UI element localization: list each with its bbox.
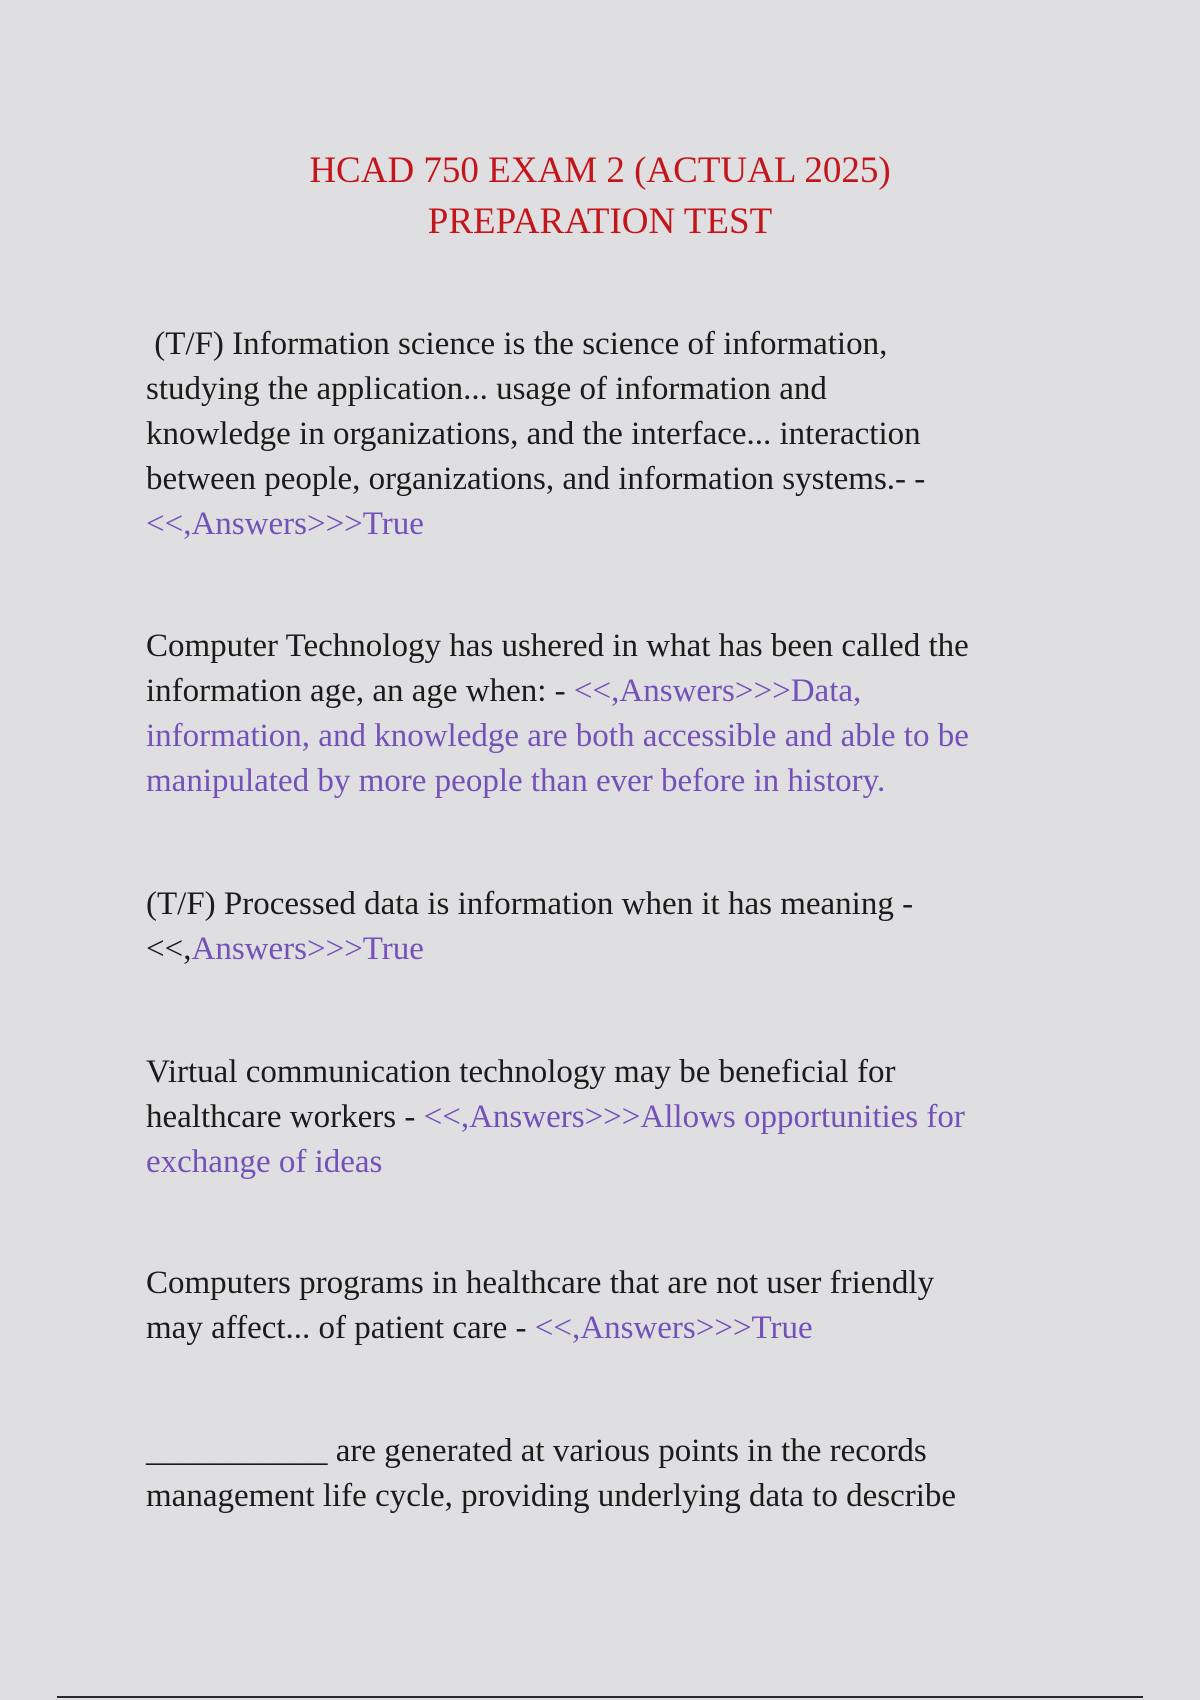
question-1 xyxy=(146,322,1076,547)
question-4-line-2 xyxy=(146,1095,1076,1140)
question-2-line-1: Computer Technology has ushered in what has been called the xyxy=(146,628,969,664)
question-5 xyxy=(146,1261,1076,1351)
question-1-line-3: knowledge in organizations, and the interface... interaction xyxy=(146,416,921,452)
question-2 xyxy=(146,624,1076,804)
question-4 xyxy=(146,1050,1076,1185)
question-6-line-2: management life cycle, providing underlying data to describe xyxy=(146,1478,957,1514)
question-2-line-2-text: information age, an age when: - xyxy=(146,673,574,709)
answer-2-line-2: information, and knowledge are both accessible and able to be xyxy=(146,718,969,754)
question-1-line-4: between people, organizations, and information systems.- - xyxy=(146,461,926,497)
question-3 xyxy=(146,882,1076,972)
question-6-line-1: ___________ are generated at various points in the records xyxy=(146,1433,927,1469)
answer-2-line-3: manipulated by more people than ever before in history. xyxy=(146,763,886,799)
answer-5: <<,Answers>>>True xyxy=(534,1310,813,1346)
question-5-line-1: Computers programs in healthcare that are not user friendly xyxy=(146,1265,935,1301)
answer-1: <<,Answers>>>True xyxy=(146,506,424,542)
title-line-1: HCAD 750 EXAM 2 (ACTUAL 2025) xyxy=(309,150,891,191)
title-line-2: PREPARATION TEST xyxy=(427,201,773,242)
question-2-line-2 xyxy=(146,669,1076,714)
answer-3 xyxy=(146,927,1076,972)
page-bottom-rule xyxy=(57,1696,1143,1698)
answer-4-start: <<,Answers>>>Allows opportunities for xyxy=(423,1099,965,1135)
question-5-line-2 xyxy=(146,1306,1076,1351)
question-4-line-2-text: healthcare workers - xyxy=(146,1099,424,1135)
question-4-line-1: Virtual communication technology may be beneficial for xyxy=(146,1054,896,1090)
answer-3-text: Answers>>>True xyxy=(191,931,424,967)
question-1-line-2: studying the application... usage of information and xyxy=(146,371,827,407)
question-5-line-2-text: may affect... of patient care - xyxy=(146,1310,535,1346)
question-6 xyxy=(146,1429,1076,1519)
question-3-line-1: (T/F) Processed data is information when it has meaning - xyxy=(146,886,914,922)
answer-3-prefix: <<, xyxy=(146,931,192,967)
question-1-line-1: (T/F) Information science is the science of information, xyxy=(146,326,888,362)
answer-4-line-2: exchange of ideas xyxy=(146,1144,383,1180)
answer-2-start: <<,Answers>>>Data, xyxy=(573,673,862,709)
document-title xyxy=(0,145,1200,247)
